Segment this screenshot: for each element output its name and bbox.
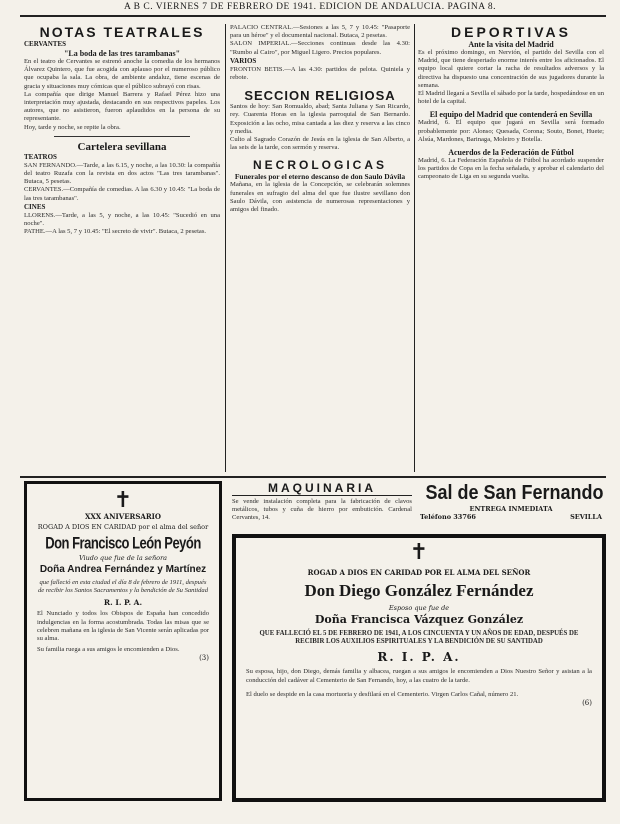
ad-sal-san-fernando [416, 481, 606, 529]
deceased-name: Don Diego González Fernández [304, 581, 534, 600]
header-rule [20, 15, 606, 17]
play-title: "La boda de las tres tarambanas" [63, 49, 181, 58]
section-title-necrologicas: NECROLOGICAS [252, 158, 387, 173]
teatros-paragraph: Hoy, tarde y noche, se repite la obra. [24, 123, 121, 131]
cine-entry: SALON IMPERIAL.—Secciones continuas desde las 4.30: "Rumbo al Cairo", por Miguel Ligero. Precios populares. [230, 40, 410, 56]
section-rule [20, 476, 606, 478]
spouse-name: Doña Francisca Vázquez González [314, 613, 524, 626]
deportivas-paragraph: Es el próximo domingo, en Nervión, el partido del Sevilla con el Madrid, que tiene despertado enorme interés entre los aficionados. El equipo local quiere cortar la racha de resultados adversos y la directiva ha dispuesto una concentración de sus jugadores durante la semana. [418, 49, 604, 89]
varios-entry: FRONTON BETIS.—A las 4.30: partidos de pelota. Quiniela y rebote. [230, 65, 410, 82]
cervantes-heading: CERVANTES [24, 40, 67, 48]
teatros-subheading: TEATROS [24, 152, 57, 161]
teatros-paragraph: La compañía que dirige Manuel Barrera y Rafael Pérez hizo una interpretación muy ajustada, destacando en sus respectivos papeles. Los autores, que no asistieron, fueron aplaudidos en la persona de su representante. [24, 90, 220, 123]
deportivas-subheading: Ante la visita del Madrid [468, 40, 554, 49]
religiosa-paragraph: Santos de hoy: San Romualdo, abad; Santa Juliana y San Ricardo, rey. Cuarenta Horas en la iglesia parroquial de San Bernardo. Exposición a las ocho, misa cantada a las diez y reserva a las cinco y media. [230, 103, 410, 135]
necrologicas-subheading: Funerales por el eterno descanso de don Saulo Dávila [234, 172, 406, 182]
ripa-label: R. I. P. A. [377, 650, 461, 665]
necrologicas-paragraph: Mañana, en la iglesia de la Concepción, se celebrarán solemnes funerales en sufragio del alma del que fue ilustre sevillano don Saulo Dávila, con asistencia de numerosas representaciones y amigos del finado. [230, 181, 410, 214]
entrega-text: ENTREGA INMEDIATA [469, 505, 553, 513]
telefono-text: Teléfono 33766 [420, 513, 476, 521]
spouse-name: Doña Andrea Fernández y Martínez [39, 564, 207, 575]
ad-number: (3) [199, 654, 209, 663]
column-rule [414, 24, 415, 472]
ripa-label: R. I. P. A. [103, 598, 143, 608]
cross-icon: ✝ [113, 488, 133, 513]
maquinaria-title: MAQUINARIA [232, 481, 412, 496]
cartelera-entry: LLORENS.—Tarde, a las 5, y noche, a las 10.45: "Sucedió en una noche". [24, 211, 220, 228]
sal-title: Sal de San Fernando [425, 482, 604, 504]
varios-subheading: VARIOS [230, 56, 257, 65]
deportivas-paragraph: Madrid, 6. El equipo que jugará en Sevilla será formado probablemente por: Alonso; Quesada, Corona; Souto, Bonet, Huete; Alsúa, Mardones, Barinaga, Moleiro y Botella. [418, 119, 604, 143]
column-middle [230, 24, 410, 472]
rogad-text: ROGAD A DIOS EN CARIDAD POR EL ALMA DEL SEÑOR [307, 568, 531, 577]
deportivas-paragraph: Madrid, 6. La Federación Española de Fútbol ha acordado suspender los partidos de Copa en la fecha señalada, y aprobar el calendario del campeonato de Liga en su segunda vuelta. [418, 157, 604, 181]
section-title-deportivas: DEPORTIVAS [451, 24, 571, 40]
section-title-teatros: NOTAS TEATRALES [39, 24, 205, 40]
divider [54, 136, 190, 137]
deceased-name: Don Francisco León Peyón [45, 532, 201, 553]
cartelera-heading: Cartelera sevillana [77, 140, 167, 153]
religiosa-paragraph: Culto al Sagrado Corazón de Jesús en la iglesia de San Alberto, a las seis de la tarde, con sermón y reserva. [230, 136, 410, 152]
obituary-text: Su esposa, hijo, don Diego, demás familia y albacea, ruegan a sus amigos le encomienden a Dios Nuestro Señor y asistan a la conducción del cadáver al Cementerio de San Fernando, hoy, a las cuatro de la tarde. [246, 668, 592, 684]
obituary-text: QUE FALLECIÓ EL 5 DE FEBRERO DE 1941, A LOS CINCUENTA Y UN AÑOS DE EDAD, DESPUÉS DE RECIBIR LOS AUXILIOS ESPIRITUALES Y LA BENDICIÓN DE SU SANTIDAD [259, 630, 579, 646]
cross-icon: ✝ [409, 540, 429, 565]
cartelera-entry: CERVANTES.—Compañía de comedias. A las 6.30 y 10.45: "La boda de las tres tarambanas". [24, 186, 220, 202]
deportivas-subheading: El equipo del Madrid que contenderá en Sevilla [429, 110, 593, 120]
obituary-text: Su familia ruega a sus amigos le encomienden a Dios. [37, 646, 180, 654]
section-title-religiosa: SECCION RELIGIOSA [244, 88, 396, 104]
teatros-paragraph: En el teatro de Cervantes se estrenó anoche la comedia de los hermanos Álvarez Quintero, que fue acogida con aplauso por el numeroso público que ocupaba la sala. La obra, de ambiente andaluz, tiene escenas de gracia y situaciones muy cómicas que el público subrayó con risas. [24, 58, 220, 90]
ad-number: (6) [582, 699, 592, 708]
viudo-text: Viudo que fue de la señora [78, 554, 168, 562]
column-deportivas [418, 24, 604, 472]
cartelera-entry: SAN FERNANDO.—Tarde, a las 6.15, y noche, a las 10.30: la compañía del teatro Ruzafa con la revista en dos actos "Las tres tarambanas". Butaca, 5 pesetas. [24, 161, 220, 186]
city-text: SEVILLA [570, 513, 602, 521]
deportivas-paragraph: El Madrid llegará a Sevilla el sábado por la tarde, hospedándose en un hotel de la capital. [418, 90, 604, 106]
page-header: A B C. VIERNES 7 DE FEBRERO DE 1941. EDICION DE ANDALUCIA. PAGINA 8. [123, 2, 497, 12]
column-rule [225, 24, 226, 472]
obituary-text: El duelo se despide en la casa mortuoria y desfilará en el Cementerio. Virgen Carlos Cañal, número 21. [246, 690, 519, 698]
obituary-text: El Nunciado y todos los Obispos de España han concedido indulgencias en la forma acostumbrada. Todas las misas que se celebren mañana en la iglesia de San Vicente serán aplicadas por su alma. [37, 610, 209, 643]
cines-subheading: CINES [24, 202, 46, 211]
esposo-text: Esposo que fue de [388, 604, 450, 612]
rogad-text: ROGAD A DIOS EN CARIDAD por el alma del señor [37, 523, 209, 531]
ad-maquinaria [232, 481, 412, 525]
deportivas-subheading: Acuerdos de la Federación de Fútbol [448, 148, 574, 158]
obituary-gonzalez-fernandez [232, 534, 606, 802]
cine-entry: PALACIO CENTRAL.—Sesiones a las 5, 7 y 10.45: "Pasaporte para un héroe" y el documental nacional. Butaca, 2 pesetas. [230, 24, 410, 40]
obituary-text: que falleció en esta ciudad el día 8 de febrero de 1911, después de recibir los Santos Sacramentos y la bendición de Su Santidad [37, 579, 209, 595]
aniversario-label: XXX ANIVERSARIO [84, 512, 162, 521]
cartelera-entry: PATHE.—A las 5, 7 y 10.45: "El secreto de vivir". Butaca, 2 pesetas. [24, 228, 207, 236]
column-teatros [24, 24, 220, 472]
maquinaria-text: Se vende instalación completa para la fabricación de clavos metálicos, tubos y cuña de hierro por embutición. Cardenal Cervantes, 14. [232, 498, 412, 522]
obituary-leon-peyon [24, 481, 222, 801]
